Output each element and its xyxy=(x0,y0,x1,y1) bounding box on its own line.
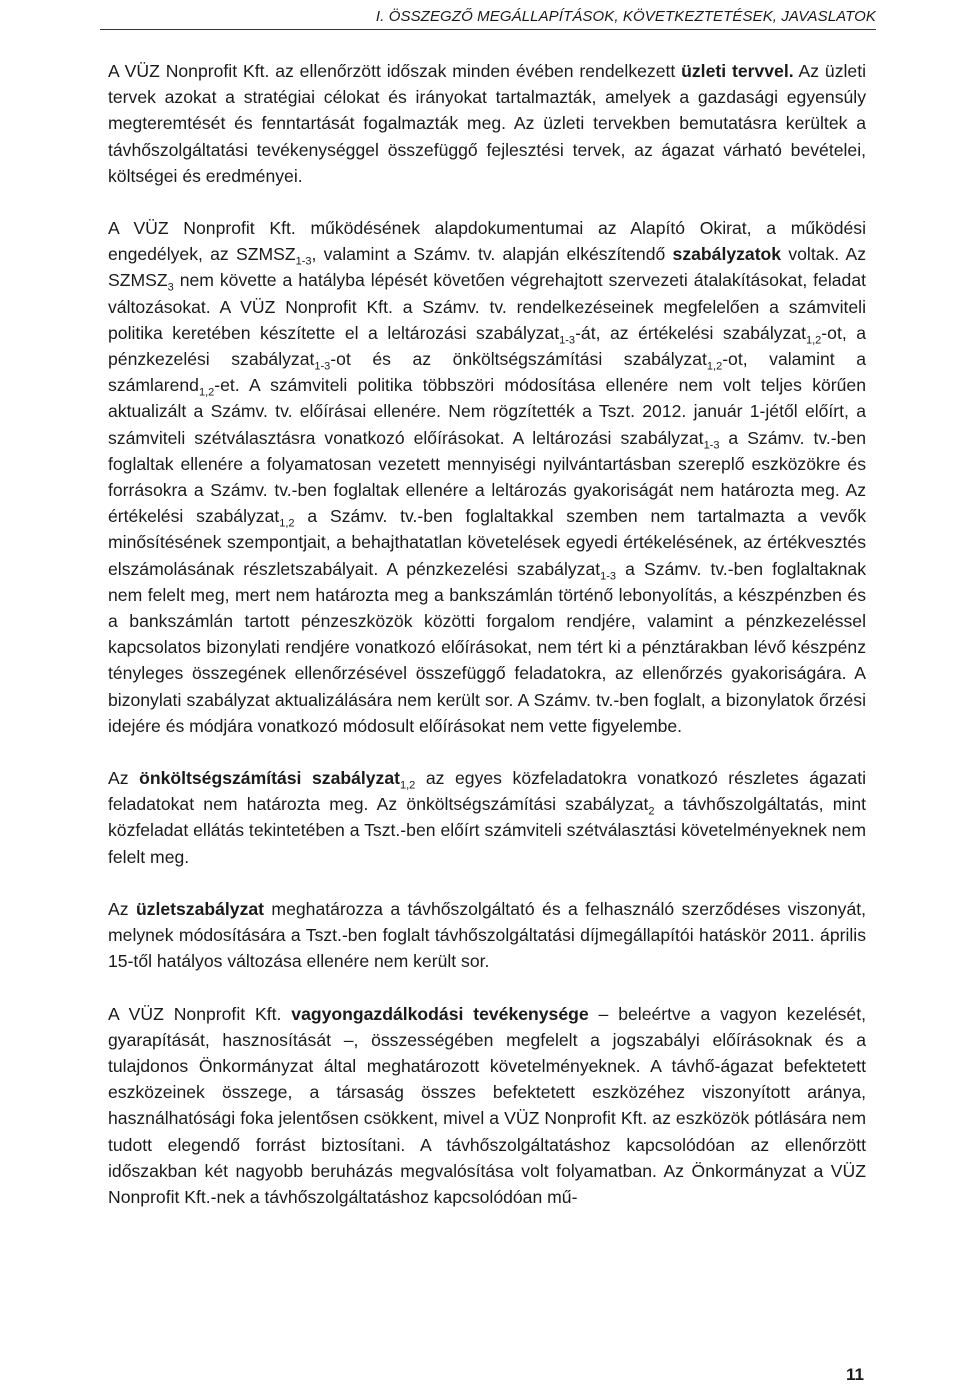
text-run: -át, az értékelési szabályzat xyxy=(575,322,806,343)
paragraph-business-rules xyxy=(108,896,866,975)
text-run: A VÜZ Nonprofit Kft. xyxy=(108,1003,292,1024)
text-run: voltak. Az SZMSZ xyxy=(108,244,866,291)
text-run: -et. A számviteli politika többszöri módosítása ellenére nem volt teljes körűen aktualizált a Számv. tv. előírásai ellenére. Nem rögzítették a Tszt. 2012. január 1-jétől előírt, a számviteli szétválasztásra vonatkozó előírásokat. A leltározási szabályzat xyxy=(108,375,866,448)
text-run: A VÜZ Nonprofit Kft. működésének alapdokumentumai az Alapító Okirat, a működési engedélyek, az SZMSZ xyxy=(108,218,866,265)
bold-term: önköltségszámítási szabályzat xyxy=(139,768,400,789)
text-run: meghatározza a távhőszolgáltató és a felhasználó szerződéses viszonyát, melynek módosítására a Tszt.-ben foglalt távhőszolgáltatási díjmegállapítói hatáskör 2011. április 15-től hatályos változása ellenére nem került sor. xyxy=(108,898,867,972)
running-title: I. ÖSSZEGZŐ MEGÁLLAPÍTÁSOK, KÖVETKEZTETÉSEK, JAVASLATOK xyxy=(375,8,876,25)
paragraph-cost-accounting xyxy=(108,765,866,870)
text-run: -ot, a pénzkezelési szabályzat xyxy=(108,322,867,370)
text-run: Az xyxy=(108,768,140,789)
text-run: a Számv. tv.-ben foglaltaknak nem felelt meg, mert nem határozta meg a bankszámlán történő lebonyolítás, a készpénzben és a bankszámlán tartott pénzeszközök közötti forgalom rendjére, valamint a pénzkezeléssel kapcsolatos bizonylati rendjére vonatkozó előírásokat, nem tért ki a pénztárakban lévő készpénz tényleges összegének ellenőrzésével összefüggő feladatokra, az ellenőrzés gyakoriságára. A bizonylati szabályzat aktualizálására nem került sor. A Számv. tv.-ben foglalt, a bizonylatok őrzési idejére és módjára vonatkozó módosult előírásokat nem vette figyelembe. xyxy=(108,558,866,736)
text-run: Az üzleti tervek azokat a stratégiai célokat és irányokat tartalmazták, amelyek a gazdasági egyensúly megteremtését és fenntartását fogalmazták meg. Az üzleti tervekben bemutatásra kerültek a távhőszolgáltatási tevékenységgel összefüggő fejlesztési tervek, az ágazat várható bevételei, költségei és eredményei. xyxy=(108,61,866,186)
subscript: 1-3 xyxy=(703,439,720,452)
bold-term: vagyongazdálkodási tevékenysége xyxy=(291,1003,589,1024)
subscript: 1-3 xyxy=(295,255,312,268)
subscript: 3 xyxy=(167,281,174,294)
bold-term: szabályzatok xyxy=(672,244,782,265)
subscript: 1-3 xyxy=(600,570,617,583)
text-run: – beleértve a vagyon kezelését, gyarapítását, hasznosítását –, összességében megfelelt a jogszabályi előírásoknak és a tulajdonos Önkormányzat által meghatározott követelményeknek. A távhő-ágazat befektetett eszközeinek összege, a társaság összes befektetett eszközéhez viszonyított aránya, használhatósági foka jelentősen csökkent, mivel a VÜZ Nonprofit Kft. az eszközök pótlására nem tudott elegendő forrást biztosítani. A távhőszolgáltatáshoz kapcsolódóan az ellenőrzött időszakban két nagyobb beruházás megvalósítása volt folyamatban. Az Önkormányzat a VÜZ Nonprofit Kft.-nek a távhőszolgáltatáshoz kapcsolódóan mű- xyxy=(108,1003,866,1207)
text-run: nem követte a hatályba lépését követően végrehajtott szervezeti átalakításokat, feladat változásokat. A VÜZ Nonprofit Kft. a Számv. tv. rendelkezéseinek megfelelően a számviteli politika keretében készítette el a leltározási szabályzat xyxy=(108,270,866,343)
bold-term: üzleti tervvel. xyxy=(681,61,794,81)
subscript: 1,2 xyxy=(806,334,822,347)
text-run: a Számv. tv.-ben foglaltakkal szemben nem tartalmazta a vevők minősítésének szempontjait, a behajthatatlan követelések egyedi értékelésének, az értékvesztés elszámolásának részletszabályait. A pénzkezelési szabályzat xyxy=(108,506,866,579)
paragraph-business-plans xyxy=(108,58,866,189)
subscript: 1-3 xyxy=(559,334,576,347)
subscript: 1,2 xyxy=(400,779,416,792)
text-run: , valamint a Számv. tv. alapján elkészítendő xyxy=(311,244,673,265)
paragraph-regulations xyxy=(108,215,866,739)
subscript: 1,2 xyxy=(279,517,295,530)
subscript: 1-3 xyxy=(314,360,331,373)
paragraph-asset-management xyxy=(108,1001,866,1211)
text-run: a Számv. tv.-ben foglaltak ellenére a folyamatosan vezetett mennyiségi nyilvántartásban szereplő eszközökre és forrásokra a Számv. tv.-ben foglaltak ellenére a leltározás gyakoriságát nem határozta meg. Az értékelési szabályzat xyxy=(108,427,866,527)
running-header xyxy=(100,8,876,30)
bold-term: üzletszabályzat xyxy=(135,898,265,919)
document-body xyxy=(108,58,866,1236)
text-run: a távhőszolgáltatás, mint közfeladat ellátás tekintetében a Tszt.-ben előírt számviteli szétválasztási követelményeknek nem felelt meg. xyxy=(108,794,867,867)
text-run: Az xyxy=(108,898,136,919)
subscript: 1,2 xyxy=(706,360,723,373)
text-run: A VÜZ Nonprofit Kft. az ellenőrzött időszak minden évében rendelkezett xyxy=(108,61,682,81)
subscript: 1,2 xyxy=(198,386,215,399)
text-run: az egyes közfeladatokra vonatkozó részletes ágazati feladatokat nem határozta meg. Az önköltségszámítási szabályzat xyxy=(108,768,866,815)
text-run: -ot, valamint a számlarend xyxy=(108,349,867,396)
page-number: 11 xyxy=(846,1365,864,1384)
text-run: -ot és az önköltségszámítási szabályzat xyxy=(330,349,707,370)
subscript: 2 xyxy=(648,805,655,818)
